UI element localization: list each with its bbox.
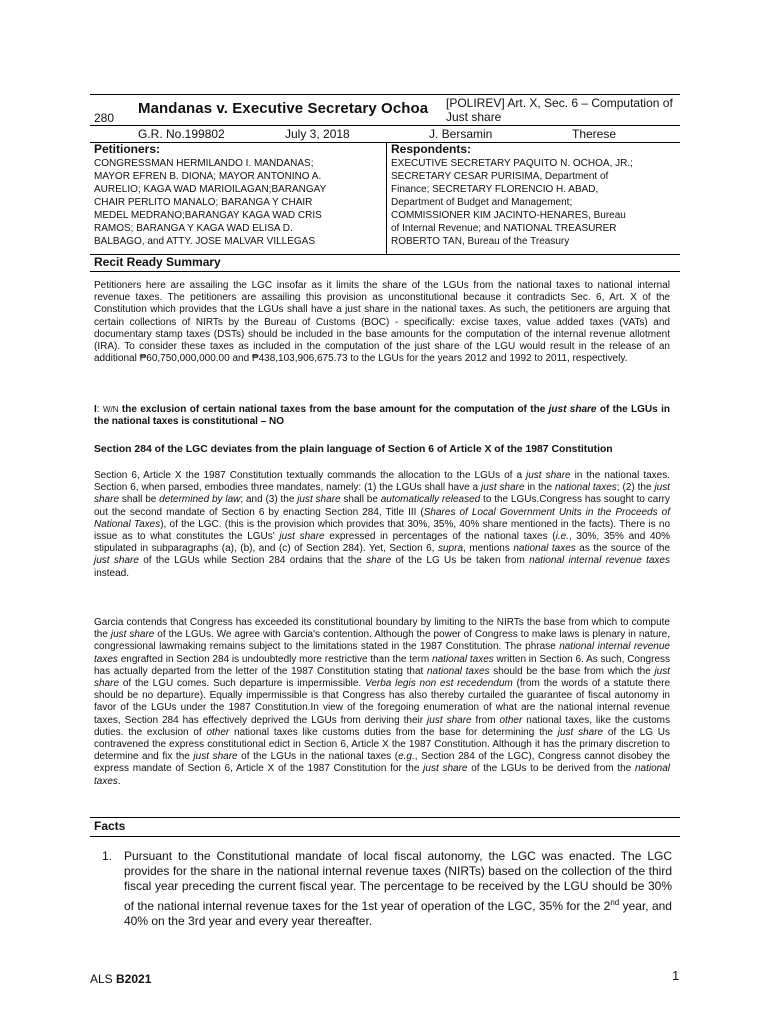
ruling-paragraph-2: Garcia contends that Congress has exceeded its constitutional boundary by limiting to the NIRTs the base from which to compute the just share of the LGUs. We agree with Garcia's contention. Although the power of Congress to make laws is plenary in nature, congressional lawmaking remains subject to the limitations stated in the 1987 Constitution. The phrase national internal revenue taxes engrafted in Section 284 is undoubtedly more restrictive than the term national taxes written in Section 6. As such, Congress has actually departed from the letter of the 1987 Constitution stating that national taxes should be the base from which the just share of the LGU comes. Such departure is impermissible. Verba legis non est recedendum (from the words of a statute there should be no departure). Equally impermissible is that Congress has also thereby curtailed the guarantee of fiscal autonomy in favor of the LGUs under the 1987 Constitution.In view of the foregoing enumeration of what are the national internal revenue taxes, Section 284 has effectively deprived the LGUs from deriving their just share from other national taxes, like the customs duties. the exclusion of other national taxes like customs duties from the base for determining the just share of the LG Us contravened the express constitutional edict in Section 6, Article X the 1987 Constitution. Although it has the primary discretion to determine and fix the just share of the LGUs in the national taxes (e.g., Section 284 of the LGC), Congress cannot disobey the express mandate of Section 6, Article X of the 1987 Constitution for the just share of the LGUs to be derived from the national taxes. xyxy=(94,617,671,787)
recit-heading: Recit Ready Summary xyxy=(94,255,221,269)
petitioners-label: Petitioners: xyxy=(94,142,161,156)
recit-rule xyxy=(90,271,680,272)
respondents-column xyxy=(386,142,680,254)
respondents-list: EXECUTIVE SECRETARY PAQUITO N. OCHOA, JR.; SECRETARY CESAR PURISIMA, Department of Finance; SECRETARY FLORENCIO H. ABAD, Department of Budget and Management; COMMISSIONER KIM JACINTO-HENARES, Bureau of Internal Revenue; and NATIONAL TREASURER ROBERTO TAN, Bureau of the Treasury xyxy=(391,158,633,247)
respondents-label: Respondents: xyxy=(391,142,472,156)
facts-item-number: 1. xyxy=(102,849,113,863)
ruling-paragraph-1: Section 6, Article X the 1987 Constitution textually commands the allocation to the LGUs of a just share in the national taxes. Section 6, when parsed, embodies three mandates, namely: (1) the LGUs shall have a just share in the national taxes; (2) the just share shall be determined by law; and (3) the just share shall be automatically released to the LGUs.Congress has sought to carry out the second mandate of Section 6 by enacting Section 284, Title III (Shares of Local Government Units in the Proceeds of National Taxes), of the LGC. (this is the provision which provides that 30%, 35%, 40% share mentioned in the facts). There is no issue as to what constitutes the LGUs' just share expressed in percentages of the national taxes (i.e., 30%, 35% and 40% stipulated in subparagraphs (a), (b), and (c) of Section 284). Yet, Section 6, supra, mentions national taxes as the source of the just share of the LGUs while Section 284 ordains that the share of the LG Us be taken from national internal revenue taxes instead. xyxy=(94,470,671,579)
facts-rule xyxy=(90,836,680,837)
recit-summary: Petitioners here are assailing the LGC insofar as it limits the share of the LGUs from the national taxes to national internal revenue taxes. The petitioners are assailing this provision as unconstitutional because it contradicts Sec. 6, Art. X of the Constitution which provides that the LGUs shall have a just share in the national taxes. As such, the petitioners are arguing that certain collections of NIRTs by the Bureau of Customs (BOC) - specifically: excise taxes, value added taxes (VATs) and documentary stamp taxes (DSTs) should be included in the base amounts for the computation of the internal revenue allotment (IRA). To consider these taxes as included in the computation of the just share of the LGU would result in the release of an additional ₱60,750,000,000.00 and ₱438,103,906,675.73 to the LGUs for the years 2012 and 1992 to 2011, respectively. xyxy=(94,280,670,365)
petitioners-list: CONGRESSMAN HERMILANDO I. MANDANAS; MAYOR EFREN B. DIONA; MAYOR ANTONINO A. AURELIO; KAGA WAD MARIOILAGAN;BARANGAY CHAIR PERLITO MANALO; BARANGA Y CHAIR MEDEL MEDRANO;BARANGAY KAGA WAD CRIS RAMOS; BARANGA Y KAGA WAD ELISA D. BALBAGO, and ATTY. JOSE MALVAR VILLEGAS xyxy=(94,158,327,247)
ruling-heading: Section 284 of the LGC deviates from the plain language of Section 6 of Article X of the 1987 Constitution xyxy=(94,444,613,455)
parties-table xyxy=(90,142,680,255)
case-header xyxy=(90,94,680,125)
issue-statement: I: W/N the exclusion of certain national taxes from the base amount for the computation of the just share of the LGUs in the national taxes is constitutional – NO xyxy=(94,404,670,428)
page-number: 1 xyxy=(672,968,680,983)
case-title: Mandanas v. Executive Secretary Ochoa xyxy=(138,100,429,117)
ponente: J. Bersamin xyxy=(429,127,493,141)
decision-date: July 3, 2018 xyxy=(285,127,350,141)
digest-author: Therese xyxy=(572,127,617,141)
petitioners-column xyxy=(90,142,385,254)
footer-label: ALS B2021 xyxy=(90,972,152,986)
gr-number: G.R. No.199802 xyxy=(138,127,225,141)
case-topic: [POLIREV] Art. X, Sec. 6 – Computation of Just share xyxy=(446,96,673,124)
facts-item-text: Pursuant to the Constitutional mandate of local fiscal autonomy, the LGC was enacted. The LGC provides for the share in the national internal revenue taxes (NIRTs) based on the collection of the third fiscal year preceding the current fiscal year. The percentage to be received by the LGU should be 30% of the national internal revenue taxes for the 1st year of operation of the LGC, 35% for the 2nd year, and 40% on the 3rd year and every year thereafter. xyxy=(124,849,672,928)
facts-heading: Facts xyxy=(94,819,126,833)
case-number: 280 xyxy=(94,111,115,125)
ruling-rule xyxy=(90,817,680,818)
case-details-row xyxy=(90,125,680,143)
